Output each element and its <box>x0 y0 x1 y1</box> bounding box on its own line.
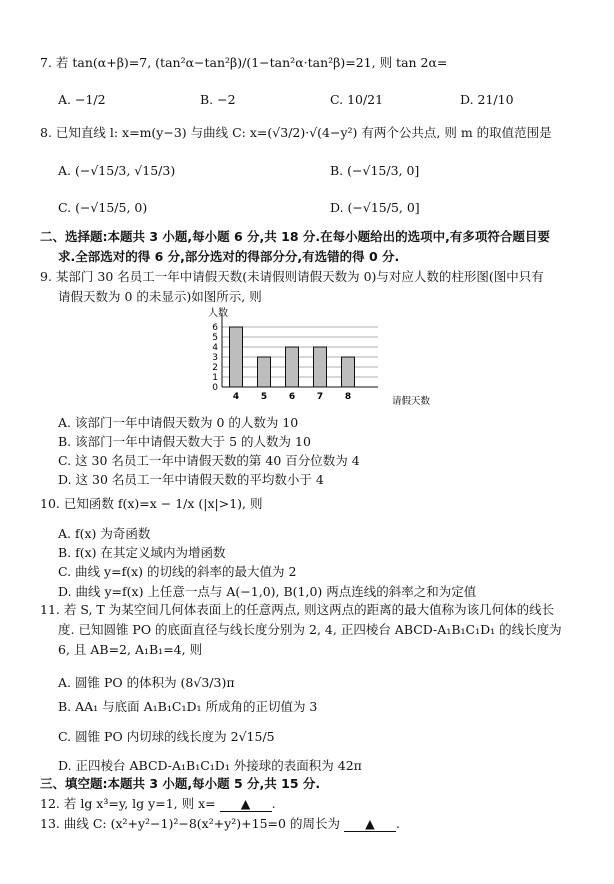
q13-stem: 13. 曲线 C: (x²+y²−1)²−8(x²+y²)+15=0 的周长为 <box>40 816 340 831</box>
section2-heading: 二、选择题:本题共 3 小题,每小题 6 分,共 18 分.在每小题给出的选项中,有多项符合题目要 <box>40 229 550 244</box>
section3-heading: 三、填空题:本题共 3 小题,每小题 5 分,共 15 分. <box>40 776 321 791</box>
q11-stem-cont2: 6, 且 AB=2, A₁B₁=4, 则 <box>58 642 203 657</box>
q11-option-a: A. 圆锥 PO 的体积为 (8√3/3)π <box>58 675 235 690</box>
q10-option-c: C. 曲线 y=f(x) 的切线的斜率的最大值为 2 <box>58 564 297 579</box>
q12-stem: 12. 若 lg x³=y, lg y=1, 则 x= <box>40 796 216 811</box>
q7-option-d: D. 21/10 <box>460 92 514 107</box>
q8-option-d: D. (−√15/5, 0] <box>330 200 420 215</box>
triangle-icon: ▲ <box>240 796 251 811</box>
q10-option-d: D. 曲线 y=f(x) 上任意一点与 A(−1,0), B(1,0) 两点连线的斜率之和为定值 <box>58 584 477 599</box>
q11-stem-cont: 度. 已知圆锥 PO 的底面直径与线长度分别为 2, 4, 正四棱台 ABCD-A₁B₁C₁D₁ 的线长度为 <box>58 622 562 637</box>
chart-xlabel: 请假天数 <box>392 396 431 407</box>
q11-stem: 11. 若 S, T 为某空间几何体表面上的任意两点, 则这两点的距离的最大值称为该几何体的线长 <box>40 602 555 617</box>
chart-ylabel: 人数 <box>208 308 228 319</box>
q8-option-b: B. (−√15/3, 0] <box>330 163 420 178</box>
q13-line: 13. 曲线 C: (x²+y²−1)²−8(x²+y²)+15=0 的周长为 ▲ . <box>40 816 400 831</box>
chart-x-tick-label: 6 <box>288 392 296 402</box>
chart-y-tick-label: 1 <box>212 373 218 383</box>
q10-option-b: B. f(x) 在其定义域内为增函数 <box>58 545 226 560</box>
chart-y-tick-label: 3 <box>212 353 218 363</box>
q12-answer-blank[interactable] <box>220 796 272 812</box>
chart-bar <box>314 347 327 387</box>
q9-option-a: A. 该部门一年中请假天数为 0 的人数为 10 <box>58 415 299 430</box>
chart-y-tick-label: 5 <box>212 333 218 343</box>
q11-option-c: C. 圆锥 PO 内切球的线长度为 2√15/5 <box>58 729 275 744</box>
q9-stem: 9. 某部门 30 名员工一年中请假天数(未请假则请假天数为 0)与对应人数的柱形图(图中只有 <box>40 269 544 284</box>
chart-y-tick-label: 2 <box>212 363 218 373</box>
chart-bar <box>258 357 271 387</box>
q9-option-d: D. 这 30 名员工一年中请假天数的平均数小于 4 <box>58 472 324 487</box>
q12-line: 12. 若 lg x³=y, lg y=1, 则 x= ▲ . <box>40 796 276 811</box>
chart-bar <box>230 327 243 387</box>
q10-stem: 10. 已知函数 f(x)=x − 1/x (|x|>1), 则 <box>40 496 263 511</box>
q9-stem-cont: 请假天数为 0 的未显示)如图所示, 则 <box>58 289 262 304</box>
chart-y-tick-label: 0 <box>212 383 218 393</box>
section2-heading-cont: 求.全部选对的得 6 分,部分选对的得部分分,有选错的得 0 分. <box>58 249 400 264</box>
q8-stem: 8. 已知直线 l: x=m(y−3) 与曲线 C: x=(√3/2)·√(4−y²) 有两个公共点, 则 m 的取值范围是 <box>40 125 552 140</box>
chart-bar <box>286 347 299 387</box>
q9-option-c: C. 这 30 名员工一年中请假天数的第 40 百分位数为 4 <box>58 453 360 468</box>
q8-option-c: C. (−√15/5, 0) <box>58 200 148 215</box>
q13-answer-blank[interactable] <box>344 816 396 832</box>
chart-x-tick-label: 5 <box>260 392 268 402</box>
q8-option-a: A. (−√15/3, √15/3) <box>58 163 176 178</box>
chart-y-tick-label: 6 <box>212 323 218 333</box>
chart-bar <box>342 357 355 387</box>
q10-option-a: A. f(x) 为奇函数 <box>58 526 151 541</box>
chart-x-tick-label: 8 <box>344 392 352 402</box>
triangle-icon: ▲ <box>365 816 375 831</box>
leave-days-bar-chart <box>196 303 476 408</box>
q7-option-c: C. 10/21 <box>330 92 384 107</box>
q11-option-d: D. 正四棱台 ABCD-A₁B₁C₁D₁ 外接球的表面积为 42π <box>58 758 362 773</box>
q7-option-b: B. −2 <box>200 92 236 107</box>
q9-option-b: B. 该部门一年中请假天数大于 5 的人数为 10 <box>58 434 311 449</box>
chart-x-tick-label: 4 <box>232 392 240 402</box>
q7-option-a: A. −1/2 <box>58 92 106 107</box>
q11-option-b: B. AA₁ 与底面 A₁B₁C₁D₁ 所成角的正切值为 3 <box>58 699 318 714</box>
q7-stem: 7. 若 tan(α+β)=7, (tan²α−tan²β)/(1−tan²α·tan²β)=21, 则 tan 2α= <box>40 55 448 70</box>
chart-x-tick-label: 7 <box>316 392 324 402</box>
chart-y-tick-label: 4 <box>212 343 218 353</box>
